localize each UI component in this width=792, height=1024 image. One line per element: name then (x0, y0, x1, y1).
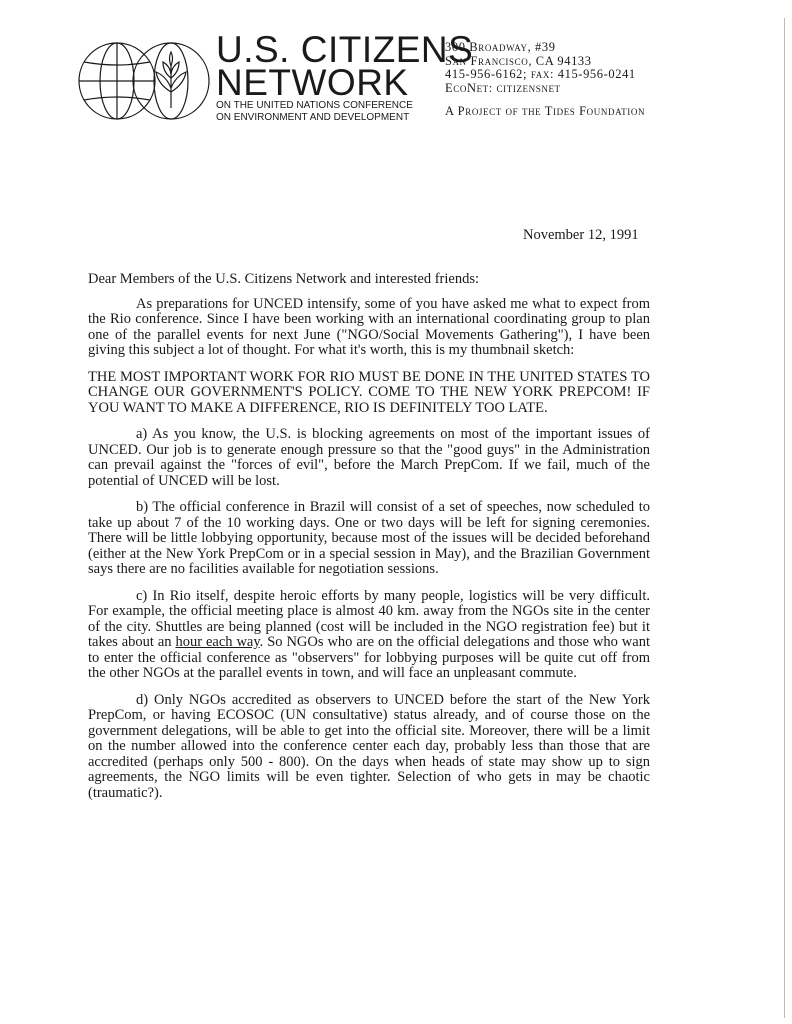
letterhead-address (445, 41, 645, 119)
page-edge-line (784, 18, 785, 1018)
paragraph-a: a) As you know, the U.S. is blocking agreements on most of the important issues of UNCED. Our job is to generate enough pressure so that the "good guys" in the Administration can prevail against the "forces of evil", before the March PrepCom. If we fail, much of the potential of UNCED will be lost. (88, 426, 650, 489)
paragraph-intro: As preparations for UNCED intensify, some of you have asked me what to expect from the Rio conference. Since I have been working with an international coordinating group to plan one of the parallel events for next June ("NGO/Social Movements Gathering"), I have been giving this subject a lot of thought. For what it's worth, this is my thumbnail sketch: (88, 295, 650, 358)
paragraph-b: b) The official conference in Brazil will consist of a set of speeches, now scheduled to take up about 7 of the 10 working days. One or two days will be left for signing ceremonies. There will be little lobbying opportunity, because most of the issues will be decided beforehand (either at the New York PrepCom or in a special session in May), and the Brazilian Government says there are no facilities available for negotiation sessions. (88, 499, 650, 577)
org-name-line2: NETWORK (216, 62, 409, 103)
letter-body (88, 272, 650, 812)
org-name-line1: U.S. CITIZENS (216, 29, 474, 70)
org-subtitle-line1: ON THE UNITED NATIONS CONFERENCE (216, 100, 413, 111)
address-city: San Francisco, CA 94133 (445, 53, 592, 68)
underlined-phrase: hour each way (175, 634, 260, 650)
econet-address: EcoNet: citizensnet (445, 80, 561, 95)
address-street: 300 Broadway, #39 (445, 40, 556, 54)
paragraph-c-text-1: c) In Rio itself, despite heroic efforts by many people, logistics will be very difficult. For example, the official meeting place is almost 40 km. away from the NGOs site in the center of the city. Shuttles are being planned (cost will be included in the NGO registration fee) but it takes about an (88, 587, 650, 650)
project-line: A Project of the Tides Foundation (445, 104, 646, 118)
paragraph-d: d) Only NGOs accredited as observers to UNCED before the start of the New York PrepCom, or having ECOSOC (UN consultative) status already, and of course those on the government delegations, will be able to get into the official site. Moreover, there will be a limit on the number allowed into the conference center each day, probably less than those that are accredited (perhaps only 500 - 800). On the days when heads of state may show up to sign agreements, the NGO limits will be even tighter. Selection of who gets in may be chaotic (traumatic?). (88, 691, 650, 801)
phone-fax: 415-956-6162; fax: 415-956-0241 (445, 67, 636, 81)
globe-plant-logo-icon (76, 40, 212, 122)
paragraph-c (88, 589, 650, 682)
salutation: Dear Members of the U.S. Citizens Network and interested friends: (88, 271, 479, 287)
paragraph-emphasis: THE MOST IMPORTANT WORK FOR RIO MUST BE DONE IN THE UNITED STATES TO CHANGE OUR GOVERNMENT'S POLICY. COME TO THE NEW YORK PREPCOM! IF YOU WANT TO MAKE A DIFFERENCE, RIO IS DEFINITELY TOO LATE. (88, 368, 650, 416)
org-subtitle-line2: ON ENVIRONMENT AND DEVELOPMENT (216, 112, 410, 123)
org-title-block (216, 29, 474, 123)
paragraph-c-text-2: . So NGOs who are on the official delegations and those who want to enter the official conference as "observers" for lobbying purposes will be quite cut off from the other NGOs at the parallel events in town, and will face an unpleasant commute. (88, 634, 650, 681)
letter-date: November 12, 1991 (523, 227, 639, 243)
